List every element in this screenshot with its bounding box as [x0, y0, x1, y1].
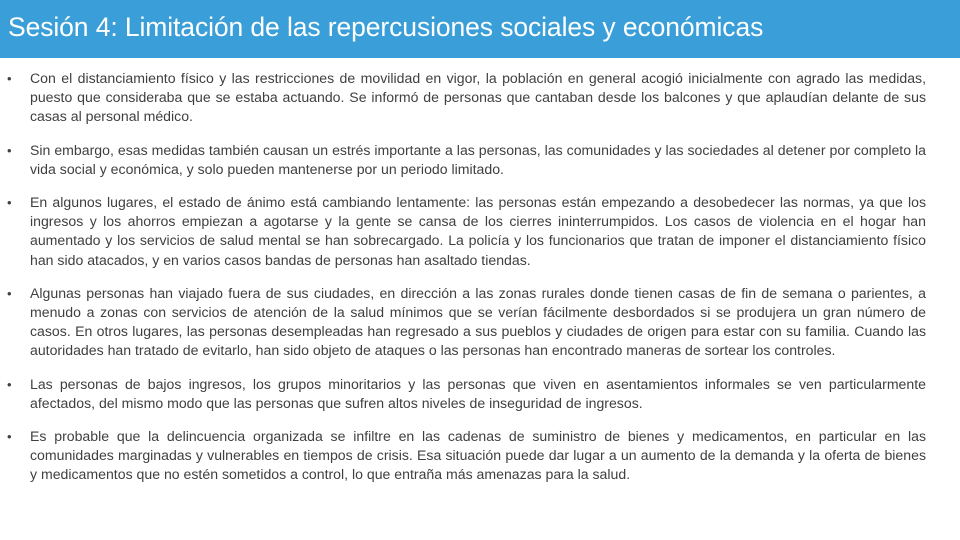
- bullet-dot-icon: •: [7, 376, 12, 392]
- bullet-text: Sin embargo, esas medidas también causan un estrés importante a las personas, las comunidades y las sociedades al detener por completo la vida social y económica, y solo pueden mantenerse por un periodo limitado.: [30, 141, 926, 177]
- bullet-item-5: [7, 375, 926, 413]
- bullet-item-2: [7, 141, 926, 179]
- bullet-item-1: [7, 69, 926, 127]
- bullet-item-4: [7, 284, 926, 361]
- bullet-text: Las personas de bajos ingresos, los grupos minoritarios y las personas que viven en asentamientos informales se ven particularmente afectados, del mismo modo que las personas que sufren altos niveles de inseguridad de ingresos.: [30, 375, 926, 411]
- bullet-dot-icon: •: [7, 142, 12, 158]
- bullet-text: Es probable que la delincuencia organizada se infiltre en las cadenas de suministro de bienes y medicamentos, en particular en las comunidades marginadas y vulnerables en tiempos de crisis. Esa situación puede dar lugar a un aumento de la demanda y la oferta de bienes y medicamentos que no estén sometidos a control, lo que entraña más amenazas para la salud.: [30, 428, 926, 483]
- bullet-dot-icon: •: [7, 285, 12, 301]
- bullet-item-6: [7, 427, 926, 485]
- bullet-item-3: [7, 193, 926, 270]
- bullet-text: En algunos lugares, el estado de ánimo está cambiando lentamente: las personas están empezando a desobedecer las normas, ya que los ingresos y los ahorros empiezan a agotarse y la gente se cansa de los cierres ininterrumpidos. Los casos de violencia en el hogar han aumentado y los servicios de salud mental se han sobrecargado. La policía y los funcionarios que tratan de imponer el distanciamiento físico han sido atacados, y en varios casos bandas de personas han asaltado tiendas.: [30, 194, 926, 268]
- slide-title: Sesión 4: Limitación de las repercusiones sociales y económicas: [8, 12, 764, 42]
- bullet-dot-icon: •: [7, 71, 12, 86]
- bullet-dot-icon: •: [7, 429, 12, 445]
- bullet-text: Con el distanciamiento físico y las restricciones de movilidad en vigor, la población en general acogió inicialmente con agrado las medidas, puesto que consideraba que se estaba actuando. Se informó de personas que cantaban desde los balcones y que aplaudían delante de sus casas al personal médico.: [30, 70, 926, 125]
- bullet-dot-icon: •: [7, 195, 12, 211]
- bullet-text: Algunas personas han viajado fuera de sus ciudades, en dirección a las zonas rurales donde tienen casas de fin de semana o parientes, a menudo a zonas con servicios de atención de la salud mínimos que se verían fácilmente desbordados si se produjera un gran número de casos. En otros lugares, las personas desempleadas han regresado a sus pueblos y ciudades de origen para estar con su familia. Cuando las autoridades han tratado de evitarlo, han sido objeto de ataques o las personas han encontrado maneras de sortear los controles.: [30, 284, 926, 359]
- title-bar: [0, 0, 960, 58]
- bullet-list: [0, 69, 960, 499]
